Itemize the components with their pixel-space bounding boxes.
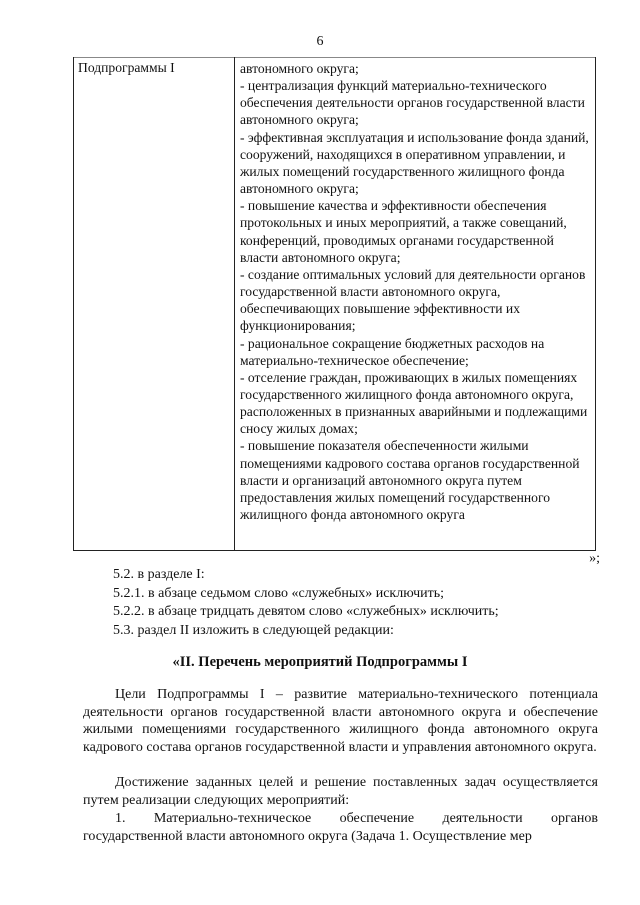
body-paragraph-achievement — [83, 774, 598, 809]
table-item: автономного округа; — [240, 61, 359, 76]
closing-quote: »; — [589, 551, 600, 566]
amendment-item: 5.2.2. в абзаце тридцать девятом слово «служебных» исключить; — [113, 604, 499, 619]
amendment-item: 5.2. в разделе I: — [113, 567, 205, 582]
table-item: - централизация функций материально-технического обеспечения деятельности органов государственной власти автономного округа; — [240, 78, 585, 128]
paragraph-text: Цели Подпрограммы I – развитие материально-технического потенциала деятельности органов государственной власти автономного округа и обеспечение жилыми помещениями государственного жилищного фонда автономного округа кадрового состава органов государственной власти и управления автономного округа. — [83, 687, 598, 755]
paragraph-text: 1. Материально-техническое обеспечение деятельности органов государственной власти автономного округа (Задача 1. Осуществление мер — [83, 811, 598, 844]
table-item: - повышение качества и эффективности обеспечения протокольных и иных мероприятий, а также совещаний, конференций, проводимых органами государственной власти автономного округа; — [240, 198, 567, 265]
page-number: 6 — [316, 34, 324, 49]
section-heading: «II. Перечень мероприятий Подпрограммы I — [172, 654, 468, 670]
amendment-list — [113, 566, 499, 640]
table-item: - повышение показателя обеспеченности жилыми помещениями кадрового состава органов государственной власти и организаций автономного округа путем предоставления жилых помещений государственного жилищного фонда автономного округа — [240, 438, 580, 523]
paragraph-text: Достижение заданных целей и решение поставленных задач осуществляется путем реализации следующих мероприятий: — [83, 775, 598, 808]
amendment-item: 5.3. раздел II изложить в следующей редакции: — [113, 622, 394, 638]
table-item: - эффективная эксплуатация и использование фонда зданий, сооружений, находящихся в оперативном управлении, и жилых помещений государственного жилищного фонда автономного округа; — [240, 129, 589, 197]
table-item: - отселение граждан, проживающих в жилых помещениях государственного жилищного фонда автономного округа, расположенных в признанных аварийными и подлежащими сносу жилых домах; — [240, 369, 588, 437]
body-paragraph-measure-1 — [83, 810, 598, 845]
table-item: - рациональное сокращение бюджетных расходов на материально-техническое обеспечение; — [240, 335, 545, 368]
subprogram-table — [73, 57, 596, 551]
body-paragraph-goals — [83, 686, 598, 756]
table-item: - создание оптимальных условий для деятельности органов государственной власти автономного округа, обеспечивающих повышение эффективности их функционирования; — [240, 266, 586, 334]
table-column-divider — [234, 57, 235, 550]
table-left-label: Подпрограммы I — [78, 60, 175, 75]
amendment-item: 5.2.1. в абзаце седьмом слово «служебных» исключить; — [113, 585, 445, 601]
table-top-border — [74, 57, 595, 58]
table-items — [240, 60, 590, 523]
